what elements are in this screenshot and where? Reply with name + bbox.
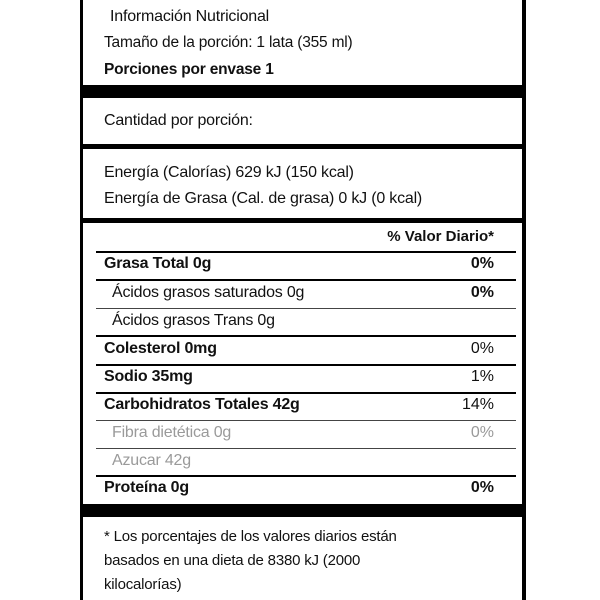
- row-divider: [96, 279, 516, 281]
- row-divider: [96, 308, 516, 309]
- row-divider: [96, 392, 516, 394]
- medium-divider: [80, 144, 526, 149]
- nutrient-name: Colesterol 0mg: [104, 340, 217, 357]
- medium-divider: [80, 218, 526, 223]
- footnote-line: kilocalorías): [104, 576, 182, 593]
- nutrient-dv: 0%: [470, 479, 494, 496]
- amount-per-serving: Cantidad por porción:: [104, 112, 253, 129]
- footnote-line: * Los porcentajes de los valores diarios están: [104, 528, 397, 545]
- row-divider: [96, 448, 516, 449]
- nutrient-dv: 0%: [470, 255, 494, 272]
- nutrient-name: Proteína 0g: [104, 479, 189, 496]
- nutrient-name: Fibra dietética 0g: [112, 424, 232, 441]
- nutrient-dv: 0%: [470, 340, 494, 357]
- serving-size: Tamaño de la porción: 1 lata (355 ml): [104, 34, 353, 51]
- nutrient-name: Carbohidratos Totales 42g: [104, 396, 300, 413]
- row-divider: [96, 475, 516, 477]
- thick-divider: [80, 85, 526, 98]
- servings-per-container: Porciones por envase 1: [104, 61, 274, 78]
- nutrient-name: Azucar 42g: [112, 452, 191, 469]
- label-title: Información Nutricional: [110, 8, 270, 25]
- thick-divider: [80, 504, 526, 517]
- row-divider: [96, 364, 516, 366]
- nutrient-dv: 1%: [470, 368, 494, 385]
- daily-value-header: % Valor Diario*: [387, 228, 494, 245]
- footnote-line: basados en una dieta de 8380 kJ (2000: [104, 552, 361, 569]
- row-divider: [96, 420, 516, 421]
- nutrient-name: Ácidos grasos saturados 0g: [112, 284, 305, 301]
- nutrient-dv: 14%: [461, 396, 494, 413]
- nutrient-dv: 0%: [470, 284, 494, 301]
- row-divider: [96, 251, 516, 253]
- row-divider: [96, 335, 516, 337]
- energy-fat: Energía de Grasa (Cal. de grasa) 0 kJ (0 kcal): [104, 190, 423, 207]
- energy-calories: Energía (Calorías) 629 kJ (150 kcal): [104, 164, 354, 181]
- nutrient-name: Ácidos grasos Trans 0g: [112, 312, 275, 329]
- nutrient-dv: 0%: [470, 424, 494, 441]
- nutrient-name: Sodio 35mg: [104, 368, 193, 385]
- nutrient-name: Grasa Total 0g: [104, 255, 212, 272]
